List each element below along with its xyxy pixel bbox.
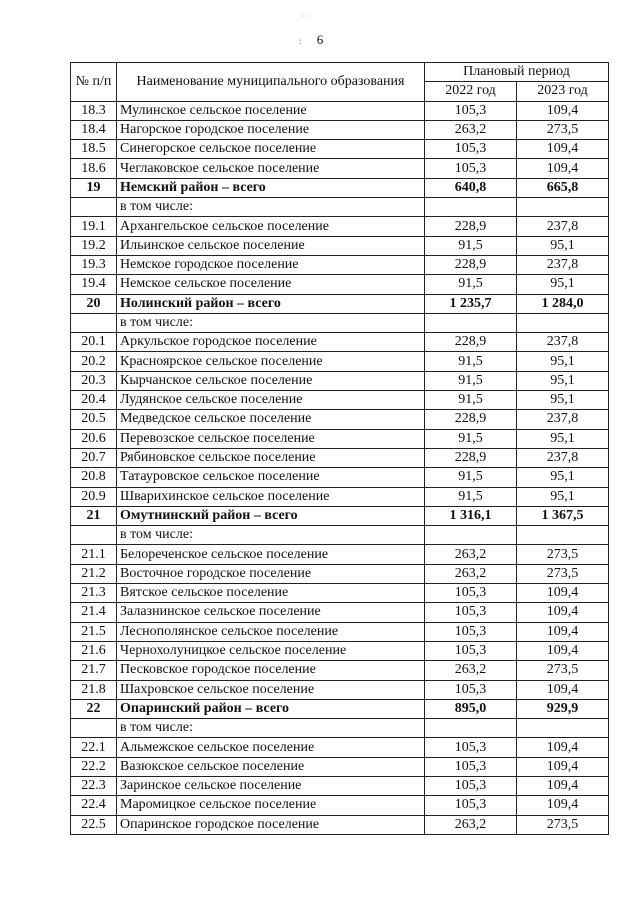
row-value-2023: 95,1 — [517, 468, 609, 487]
table-row — [71, 217, 609, 236]
header-period: Плановый период — [425, 63, 609, 82]
table-row — [71, 796, 609, 815]
table-row — [71, 140, 609, 159]
row-number: 19 — [71, 178, 117, 197]
header-year-2023: 2023 год — [517, 82, 609, 101]
row-name: Кырчанское сельское поселение — [117, 371, 425, 390]
row-number: 22 — [71, 699, 117, 718]
table-row-subheading — [71, 526, 609, 545]
row-name: Немское сельское поселение — [117, 275, 425, 294]
row-value-2022: 105,3 — [425, 680, 517, 699]
table-row — [71, 448, 609, 467]
row-number — [71, 313, 117, 332]
row-value-2022 — [425, 719, 517, 738]
row-value-2022: 228,9 — [425, 217, 517, 236]
row-value-2022: 105,3 — [425, 757, 517, 776]
row-value-2023: 109,4 — [517, 680, 609, 699]
row-value-2023: 95,1 — [517, 275, 609, 294]
table-body — [71, 101, 609, 834]
row-number: 22.5 — [71, 815, 117, 834]
table-row — [71, 603, 609, 622]
row-number: 19.3 — [71, 255, 117, 274]
row-value-2023: 95,1 — [517, 391, 609, 410]
row-value-2023 — [517, 526, 609, 545]
row-value-2022 — [425, 526, 517, 545]
row-name: Шварихинское сельское поселение — [117, 487, 425, 506]
row-value-2022: 228,9 — [425, 333, 517, 352]
page-number: 6 — [316, 32, 324, 47]
row-value-2022 — [425, 198, 517, 217]
row-value-2023: 273,5 — [517, 815, 609, 834]
row-number: 21.3 — [71, 584, 117, 603]
row-value-2022: 1 316,1 — [425, 506, 517, 525]
row-value-2022: 640,8 — [425, 178, 517, 197]
row-value-2023: 109,4 — [517, 738, 609, 757]
row-value-2022: 91,5 — [425, 429, 517, 448]
row-value-2022: 91,5 — [425, 275, 517, 294]
row-value-2023: 273,5 — [517, 564, 609, 583]
row-value-2022: 91,5 — [425, 371, 517, 390]
table-row — [71, 757, 609, 776]
row-value-2023: 109,4 — [517, 140, 609, 159]
scan-speck: : — [299, 36, 302, 46]
row-number — [71, 198, 117, 217]
row-value-2023: 95,1 — [517, 236, 609, 255]
row-name: Альмежское сельское поселение — [117, 738, 425, 757]
row-name: Заринское сельское поселение — [117, 776, 425, 795]
row-value-2022: 105,3 — [425, 776, 517, 795]
row-value-2022: 105,3 — [425, 140, 517, 159]
row-name: Архангельское сельское поселение — [117, 217, 425, 236]
row-name: Медведское сельское поселение — [117, 410, 425, 429]
table-row — [71, 641, 609, 660]
table-row — [71, 275, 609, 294]
row-value-2023: 929,9 — [517, 699, 609, 718]
row-value-2023: 95,1 — [517, 352, 609, 371]
row-value-2023: 109,4 — [517, 603, 609, 622]
row-number: 21.7 — [71, 661, 117, 680]
row-value-2022: 263,2 — [425, 815, 517, 834]
row-value-2022: 105,3 — [425, 603, 517, 622]
row-number: 20.2 — [71, 352, 117, 371]
table-row — [71, 391, 609, 410]
table-row — [71, 333, 609, 352]
table-row-total — [71, 506, 609, 525]
row-value-2022: 105,3 — [425, 584, 517, 603]
header-year-2022: 2022 год — [425, 82, 517, 101]
table-row — [71, 487, 609, 506]
row-name: Залазнинское сельское поселение — [117, 603, 425, 622]
row-value-2022: 263,2 — [425, 661, 517, 680]
row-name: в том числе: — [117, 719, 425, 738]
row-value-2023: 95,1 — [517, 371, 609, 390]
row-name: Песковское городское поселение — [117, 661, 425, 680]
row-number: 21.4 — [71, 603, 117, 622]
row-name: Чеглаковское сельское поселение — [117, 159, 425, 178]
row-number — [71, 719, 117, 738]
row-number: 20.4 — [71, 391, 117, 410]
row-number: 18.3 — [71, 101, 117, 120]
row-value-2022: 105,3 — [425, 159, 517, 178]
row-value-2022: 91,5 — [425, 391, 517, 410]
row-number: 22.3 — [71, 776, 117, 795]
row-value-2023: 1 284,0 — [517, 294, 609, 313]
row-number: 21.8 — [71, 680, 117, 699]
table-row — [71, 815, 609, 834]
table-row — [71, 429, 609, 448]
row-name: Чернохолуницкое сельское поселение — [117, 641, 425, 660]
row-name: Синегорское сельское поселение — [117, 140, 425, 159]
row-value-2023: 237,8 — [517, 448, 609, 467]
row-name: Ильинское сельское поселение — [117, 236, 425, 255]
table-row — [71, 584, 609, 603]
row-value-2023: 109,4 — [517, 622, 609, 641]
row-value-2022: 895,0 — [425, 699, 517, 718]
budget-table — [70, 62, 609, 835]
table-row — [71, 468, 609, 487]
table-row — [71, 159, 609, 178]
row-value-2022: 228,9 — [425, 255, 517, 274]
row-value-2023: 95,1 — [517, 429, 609, 448]
row-value-2023 — [517, 719, 609, 738]
row-value-2022: 1 235,7 — [425, 294, 517, 313]
row-name: Татауровское сельское поселение — [117, 468, 425, 487]
row-value-2022: 105,3 — [425, 738, 517, 757]
row-number: 20.9 — [71, 487, 117, 506]
row-number: 19.2 — [71, 236, 117, 255]
header-name: Наименование муниципального образования — [117, 63, 425, 102]
row-value-2022: 91,5 — [425, 236, 517, 255]
row-name: Аркульское городское поселение — [117, 333, 425, 352]
row-value-2022: 263,2 — [425, 564, 517, 583]
row-value-2022: 105,3 — [425, 796, 517, 815]
row-number: 20.7 — [71, 448, 117, 467]
row-value-2023 — [517, 313, 609, 332]
row-value-2022 — [425, 313, 517, 332]
row-value-2022: 263,2 — [425, 545, 517, 564]
row-value-2023: 665,8 — [517, 178, 609, 197]
row-name: Восточное городское поселение — [117, 564, 425, 583]
row-name: Шахровское сельское поселение — [117, 680, 425, 699]
row-number: 20.1 — [71, 333, 117, 352]
row-number: 20.3 — [71, 371, 117, 390]
table-row — [71, 776, 609, 795]
row-name: Перевозское сельское поселение — [117, 429, 425, 448]
row-number: 22.1 — [71, 738, 117, 757]
table-row — [71, 255, 609, 274]
row-value-2023: 109,4 — [517, 641, 609, 660]
row-value-2022: 228,9 — [425, 448, 517, 467]
row-number: 21 — [71, 506, 117, 525]
row-name: Леснополянское сельское поселение — [117, 622, 425, 641]
row-value-2023 — [517, 198, 609, 217]
row-value-2022: 91,5 — [425, 468, 517, 487]
header-num: № п/п — [71, 63, 117, 102]
row-value-2022: 228,9 — [425, 410, 517, 429]
row-value-2023: 273,5 — [517, 661, 609, 680]
scan-speck: ˙ ˙ — [300, 14, 309, 24]
table-row — [71, 545, 609, 564]
row-value-2022: 105,3 — [425, 622, 517, 641]
row-value-2022: 105,3 — [425, 641, 517, 660]
row-value-2023: 273,5 — [517, 120, 609, 139]
row-number: 21.2 — [71, 564, 117, 583]
row-number: 20.8 — [71, 468, 117, 487]
row-number: 19.1 — [71, 217, 117, 236]
table-row — [71, 622, 609, 641]
row-name: Мулинское сельское поселение — [117, 101, 425, 120]
table-row — [71, 661, 609, 680]
row-number: 20 — [71, 294, 117, 313]
row-number: 22.2 — [71, 757, 117, 776]
table-header — [71, 63, 609, 102]
row-number: 18.4 — [71, 120, 117, 139]
row-name: Нолинский район – всего — [117, 294, 425, 313]
row-value-2023: 237,8 — [517, 410, 609, 429]
row-value-2023: 1 367,5 — [517, 506, 609, 525]
table-row — [71, 680, 609, 699]
row-number: 21.1 — [71, 545, 117, 564]
table-row — [71, 738, 609, 757]
row-value-2023: 237,8 — [517, 255, 609, 274]
row-number: 18.5 — [71, 140, 117, 159]
table-row — [71, 564, 609, 583]
table-row — [71, 101, 609, 120]
row-value-2022: 91,5 — [425, 352, 517, 371]
row-number: 20.6 — [71, 429, 117, 448]
row-name: Вятское сельское поселение — [117, 584, 425, 603]
table-row — [71, 236, 609, 255]
row-number: 18.6 — [71, 159, 117, 178]
row-number: 21.5 — [71, 622, 117, 641]
row-value-2023: 109,4 — [517, 159, 609, 178]
row-number: 22.4 — [71, 796, 117, 815]
row-value-2023: 237,8 — [517, 217, 609, 236]
row-name: Немское городское поселение — [117, 255, 425, 274]
table-row — [71, 371, 609, 390]
row-value-2023: 109,4 — [517, 796, 609, 815]
row-name: в том числе: — [117, 313, 425, 332]
row-value-2023: 109,4 — [517, 776, 609, 795]
row-value-2022: 263,2 — [425, 120, 517, 139]
row-name: Рябиновское сельское поселение — [117, 448, 425, 467]
row-number: 19.4 — [71, 275, 117, 294]
table-row — [71, 410, 609, 429]
row-name: Опаринское городское поселение — [117, 815, 425, 834]
table-row-subheading — [71, 198, 609, 217]
table-row-total — [71, 294, 609, 313]
row-number — [71, 526, 117, 545]
table-row — [71, 120, 609, 139]
row-name: Маромицкое сельское поселение — [117, 796, 425, 815]
row-value-2023: 95,1 — [517, 487, 609, 506]
table-row-total — [71, 178, 609, 197]
row-value-2022: 91,5 — [425, 487, 517, 506]
table-row — [71, 352, 609, 371]
row-number: 20.5 — [71, 410, 117, 429]
row-name: Вазюкское сельское поселение — [117, 757, 425, 776]
row-name: Лудянское сельское поселение — [117, 391, 425, 410]
row-name: Нагорское городское поселение — [117, 120, 425, 139]
row-name: Омутнинский район – всего — [117, 506, 425, 525]
table-row-subheading — [71, 719, 609, 738]
row-value-2023: 237,8 — [517, 333, 609, 352]
table-row-total — [71, 699, 609, 718]
row-name: в том числе: — [117, 198, 425, 217]
row-name: Красноярское сельское поселение — [117, 352, 425, 371]
row-value-2022: 105,3 — [425, 101, 517, 120]
row-number: 21.6 — [71, 641, 117, 660]
row-name: в том числе: — [117, 526, 425, 545]
row-value-2023: 109,4 — [517, 757, 609, 776]
row-value-2023: 273,5 — [517, 545, 609, 564]
row-value-2023: 109,4 — [517, 584, 609, 603]
row-value-2023: 109,4 — [517, 101, 609, 120]
row-name: Опаринский район – всего — [117, 699, 425, 718]
row-name: Немский район – всего — [117, 178, 425, 197]
table-row-subheading — [71, 313, 609, 332]
row-name: Белореченское сельское поселение — [117, 545, 425, 564]
